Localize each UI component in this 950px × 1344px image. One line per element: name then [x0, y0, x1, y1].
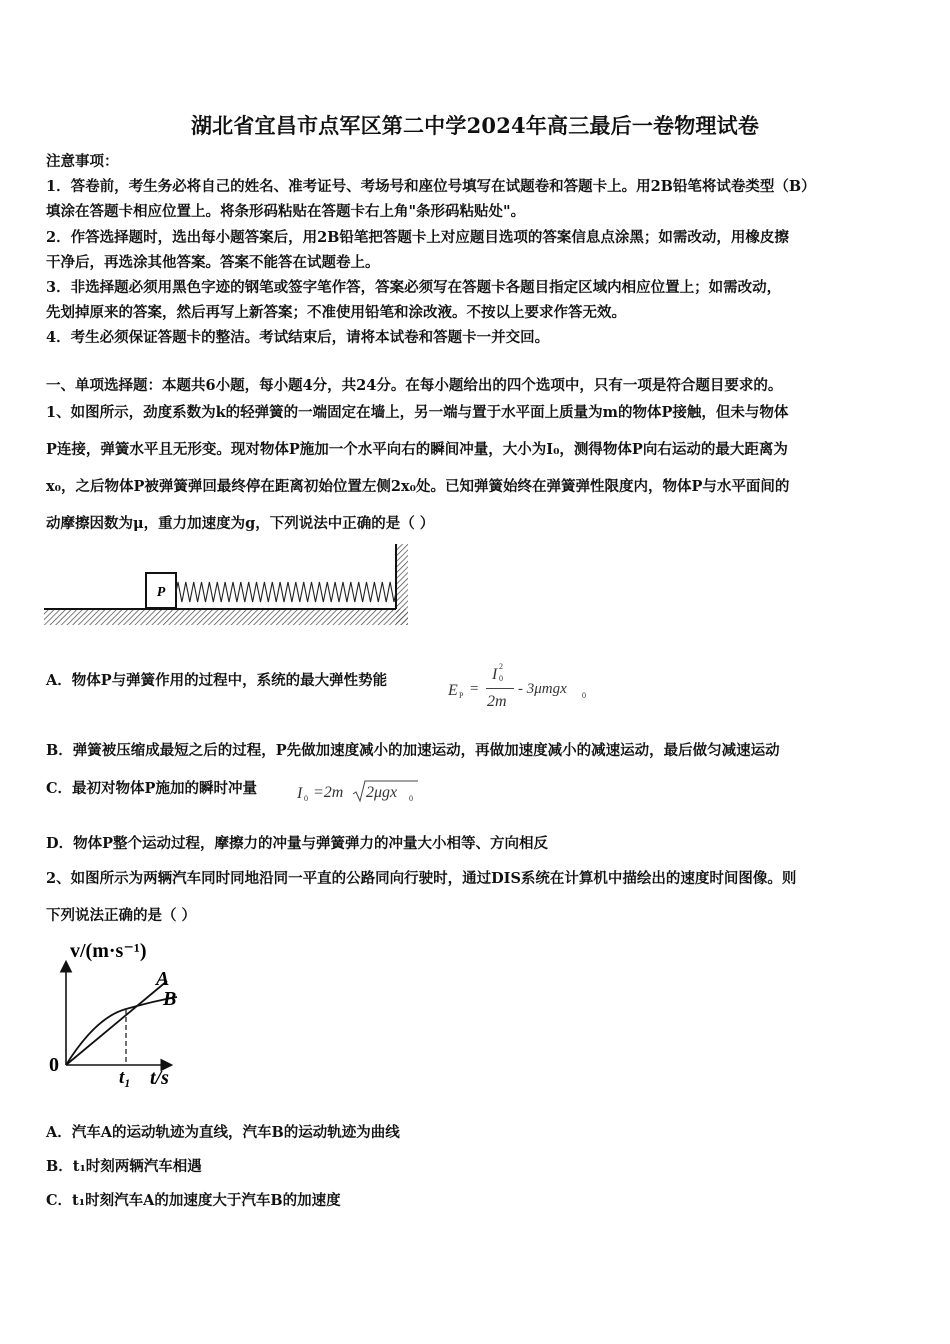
- q2-stem-line: 2、如图所示为两辆汽车同时同地沿同一平直的公路同向行驶时，通过DIS系统在计算机中描绘出的速度时间图像。则: [46, 870, 797, 887]
- t1-label: t₁: [119, 1067, 131, 1088]
- notice-line: 3．非选择题必须用黑色字迹的钢笔或签字笔作答，答案必须写在答题卡各题目指定区域内相应位置上；如需改动，: [46, 279, 782, 296]
- formula-num-sup: 2: [499, 662, 503, 671]
- block-p-label: P: [156, 585, 166, 600]
- origin-label: 0: [49, 1054, 59, 1076]
- q2-option-b: B．t₁时刻两辆汽车相遇: [46, 1158, 202, 1175]
- q1-stem-line: P连接，弹簧水平且无形变。现对物体P施加一个水平向右的瞬间冲量，大小为I₀，测得物体P向右运动的最大距离为: [46, 441, 788, 458]
- q2-stem-line: 下列说法正确的是（ ）: [46, 907, 197, 924]
- notice-heading: 注意事项：: [46, 153, 119, 170]
- notice-line: 干净后，再选涂其他答案。答案不能答在试题卷上。: [46, 254, 380, 271]
- y-axis-label: v/(m·s⁻¹): [70, 940, 147, 962]
- q2-option-a: A．汽车A的运动轨迹为直线，汽车B的运动轨迹为曲线: [46, 1124, 400, 1141]
- q1-option-c-text: C．最初对物体P施加的瞬时冲量: [46, 780, 257, 797]
- formula-numerator: I: [492, 666, 498, 683]
- formula-num-sub: 0: [499, 674, 503, 683]
- notice-line: 先划掉原来的答案，然后再写上新答案；不准使用铅笔和涂改液。不按以上要求作答无效。: [46, 304, 626, 321]
- formula-ep-sub: P: [459, 691, 464, 700]
- q1-option-c-formula: [295, 779, 425, 809]
- ground-hatching: [44, 609, 408, 625]
- spring-block-figure: [44, 540, 410, 632]
- formula-tail-sub: 0: [582, 691, 586, 700]
- q1-option-d: D．物体P整个运动过程，摩擦力的冲量与弹簧弹力的冲量大小相等、方向相反: [46, 835, 548, 852]
- fraction-bar: [486, 688, 514, 689]
- formula-i0: I: [297, 785, 303, 802]
- q1-stem-line: 动摩擦因数为μ，重力加速度为g，下列说法中正确的是（ ）: [46, 515, 435, 532]
- q1-option-b: B．弹簧被压缩成最短之后的过程，P先做加速度减小的加速运动，再做加速度减小的减速运动，最后做匀减速运动: [46, 742, 780, 759]
- page-title: 湖北省宜昌市点军区第二中学2024年高三最后一卷物理试卷: [190, 113, 760, 138]
- wall-hatching: [396, 544, 408, 625]
- formula-equals: =: [470, 681, 479, 697]
- notice-line: 4．考生必须保证答题卡的整洁。考试结束后，请将本试卷和答题卡一并交回。: [46, 329, 550, 346]
- spring: [176, 582, 396, 602]
- formula-denominator: 2m: [487, 693, 507, 710]
- q1-stem-line: 1、如图所示，劲度系数为k的轻弹簧的一端固定在墙上，另一端与置于水平面上质量为m的物体P接触，但未与物体: [46, 404, 789, 421]
- x-axis-label: t/s: [150, 1067, 169, 1089]
- q1-option-a-text: A．物体P与弹簧作用的过程中，系统的最大弹性势能: [46, 672, 388, 689]
- section-heading: 一、单项选择题：本题共6小题，每小题4分，共24分。在每小题给出的四个选项中，只有一项是符合题目要求的。: [46, 377, 783, 394]
- formula-radicand: 2μgx: [366, 784, 398, 801]
- formula-eq-2m: =2m: [313, 784, 344, 801]
- formula-tail: - 3μmgx: [518, 681, 567, 697]
- velocity-time-graph: [44, 935, 194, 1095]
- q1-option-a-formula: [444, 662, 604, 716]
- curve-a-label: A: [156, 968, 170, 990]
- q1-stem-line: x₀，之后物体P被弹簧弹回最终停在距离初始位置左侧2x₀处。已知弹簧始终在弹簧弹性限度内，物体P与水平面间的: [46, 478, 790, 495]
- formula-radicand-sub: 0: [409, 794, 413, 803]
- notice-line: 2．作答选择题时，选出每小题答案后，用2B铅笔把答题卡上对应题目选项的答案信息点涂黑；如需改动，用橡皮擦: [46, 229, 789, 246]
- notice-line: 填涂在答题卡相应位置上。将条形码粘贴在答题卡右上角"条形码粘贴处"。: [46, 203, 526, 220]
- notice-line: 1．答卷前，考生务必将自己的姓名、准考证号、考场号和座位号填写在试题卷和答题卡上。用2B铅笔将试卷类型（B）: [46, 178, 816, 195]
- q2-option-c: C．t₁时刻汽车A的加速度大于汽车B的加速度: [46, 1192, 341, 1209]
- formula-i0-sub: 0: [304, 794, 308, 803]
- curve-a: [66, 981, 167, 1065]
- curve-b-label: B: [163, 988, 177, 1010]
- formula-ep: E: [448, 682, 458, 699]
- curve-b: [66, 997, 177, 1065]
